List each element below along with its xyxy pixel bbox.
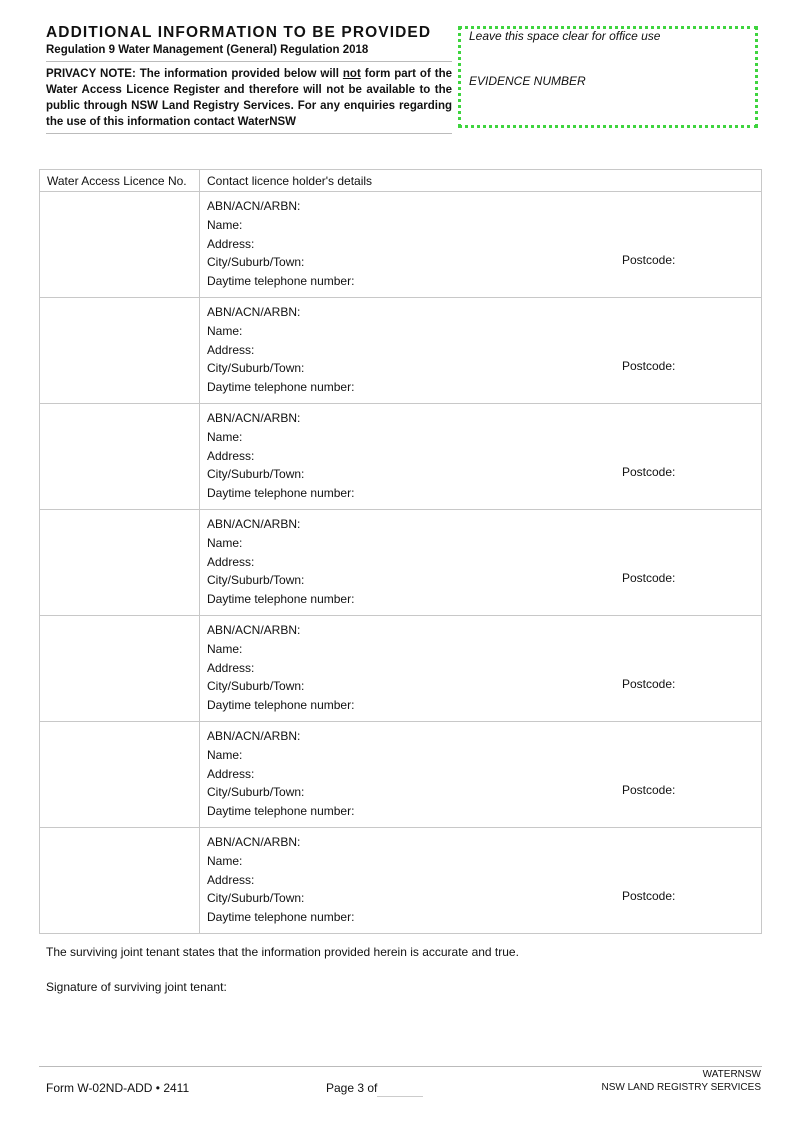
signature-label: Signature of surviving joint tenant: [46,980,227,994]
phone-label: Daytime telephone number: [207,698,355,713]
phone-label: Daytime telephone number: [207,910,355,925]
phone-label: Daytime telephone number: [207,804,355,819]
city-label: City/Suburb/Town: [207,255,305,270]
address-label: Address: [207,342,255,357]
postcode-label: Postcode: [622,253,676,267]
city-label: City/Suburb/Town: [207,573,305,588]
header-divider [46,61,452,62]
evidence-number-label: EVIDENCE NUMBER [469,74,586,88]
agency-name: WATERNSW [702,1069,761,1080]
table-row [40,722,762,828]
abn-label: ABN/ACN/ARBN: [207,305,301,319]
postcode-label: Postcode: [622,359,676,373]
table-row [40,404,762,510]
column-header-licence: Water Access Licence No. [40,170,200,192]
postcode-label: Postcode: [622,889,676,903]
table-header-row [40,170,762,192]
phone-label: Daytime telephone number: [207,380,355,395]
postcode-label: Postcode: [622,677,676,691]
city-label: City/Suburb/Town: [207,785,305,800]
column-header-contact: Contact licence holder's details [200,170,762,192]
contact-details-cell[interactable] [200,510,762,616]
phone-label: Daytime telephone number: [207,592,355,607]
city-label: City/Suburb/Town: [207,679,305,694]
postcode-label: Postcode: [622,571,676,585]
phone-label: Daytime telephone number: [207,486,355,501]
table-row [40,616,762,722]
abn-label: ABN/ACN/ARBN: [207,411,301,425]
name-label: Name: [207,747,243,762]
name-label: Name: [207,641,243,656]
abn-label: ABN/ACN/ARBN: [207,835,301,849]
contact-details-cell[interactable] [200,404,762,510]
footer-divider [39,1066,762,1067]
name-label: Name: [207,535,243,550]
address-label: Address: [207,448,255,463]
privacy-note [46,66,452,134]
form-subtitle: Regulation 9 Water Management (General) Regulation 2018 [46,44,369,56]
licence-number-field[interactable] [40,510,200,616]
licence-number-field[interactable] [40,192,200,298]
table-row [40,510,762,616]
form-header [46,24,452,134]
city-label: City/Suburb/Town: [207,467,305,482]
address-label: Address: [207,660,255,675]
address-label: Address: [207,236,255,251]
postcode-label: Postcode: [622,465,676,479]
name-label: Name: [207,217,243,232]
accuracy-statement: The surviving joint tenant states that the information provided herein is accurate and true. [46,945,519,959]
address-label: Address: [207,872,255,887]
privacy-note-emphasis: not [342,68,361,80]
licence-number-field[interactable] [40,298,200,404]
office-use-note: Leave this space clear for office use [469,29,661,43]
name-label: Name: [207,323,243,338]
contact-details-cell[interactable] [200,616,762,722]
licence-number-field[interactable] [40,828,200,934]
licence-holder-table [39,169,762,934]
form-identifier: Form W-02ND-ADD • 2411 [46,1081,190,1095]
privacy-note-lead: PRIVACY NOTE: The information provided below will [46,68,343,80]
postcode-label: Postcode: [622,783,676,797]
page-total-field[interactable] [377,1096,423,1097]
contact-details-cell[interactable] [200,192,762,298]
table-row [40,828,762,934]
page-number-label: Page 3 of [326,1081,378,1095]
abn-label: ABN/ACN/ARBN: [207,623,301,637]
registry-name: NSW LAND REGISTRY SERVICES [601,1082,761,1093]
address-label: Address: [207,766,255,781]
table-row [40,298,762,404]
table-row [40,192,762,298]
licence-number-field[interactable] [40,722,200,828]
office-use-box [458,26,758,128]
licence-number-field[interactable] [40,404,200,510]
contact-details-cell[interactable] [200,298,762,404]
name-label: Name: [207,853,243,868]
city-label: City/Suburb/Town: [207,891,305,906]
contact-details-cell[interactable] [200,828,762,934]
abn-label: ABN/ACN/ARBN: [207,729,301,743]
name-label: Name: [207,429,243,444]
abn-label: ABN/ACN/ARBN: [207,199,301,213]
abn-label: ABN/ACN/ARBN: [207,517,301,531]
privacy-note-rest: form part of the Water Access Licence Register and therefore will not be available to the public through NSW Land Registry Services. For any enquiries regarding the use of this information contact WaterNSW [46,68,452,128]
city-label: City/Suburb/Town: [207,361,305,376]
address-label: Address: [207,554,255,569]
form-title: ADDITIONAL INFORMATION TO BE PROVIDED [46,24,432,41]
contact-details-cell[interactable] [200,722,762,828]
phone-label: Daytime telephone number: [207,274,355,289]
licence-number-field[interactable] [40,616,200,722]
